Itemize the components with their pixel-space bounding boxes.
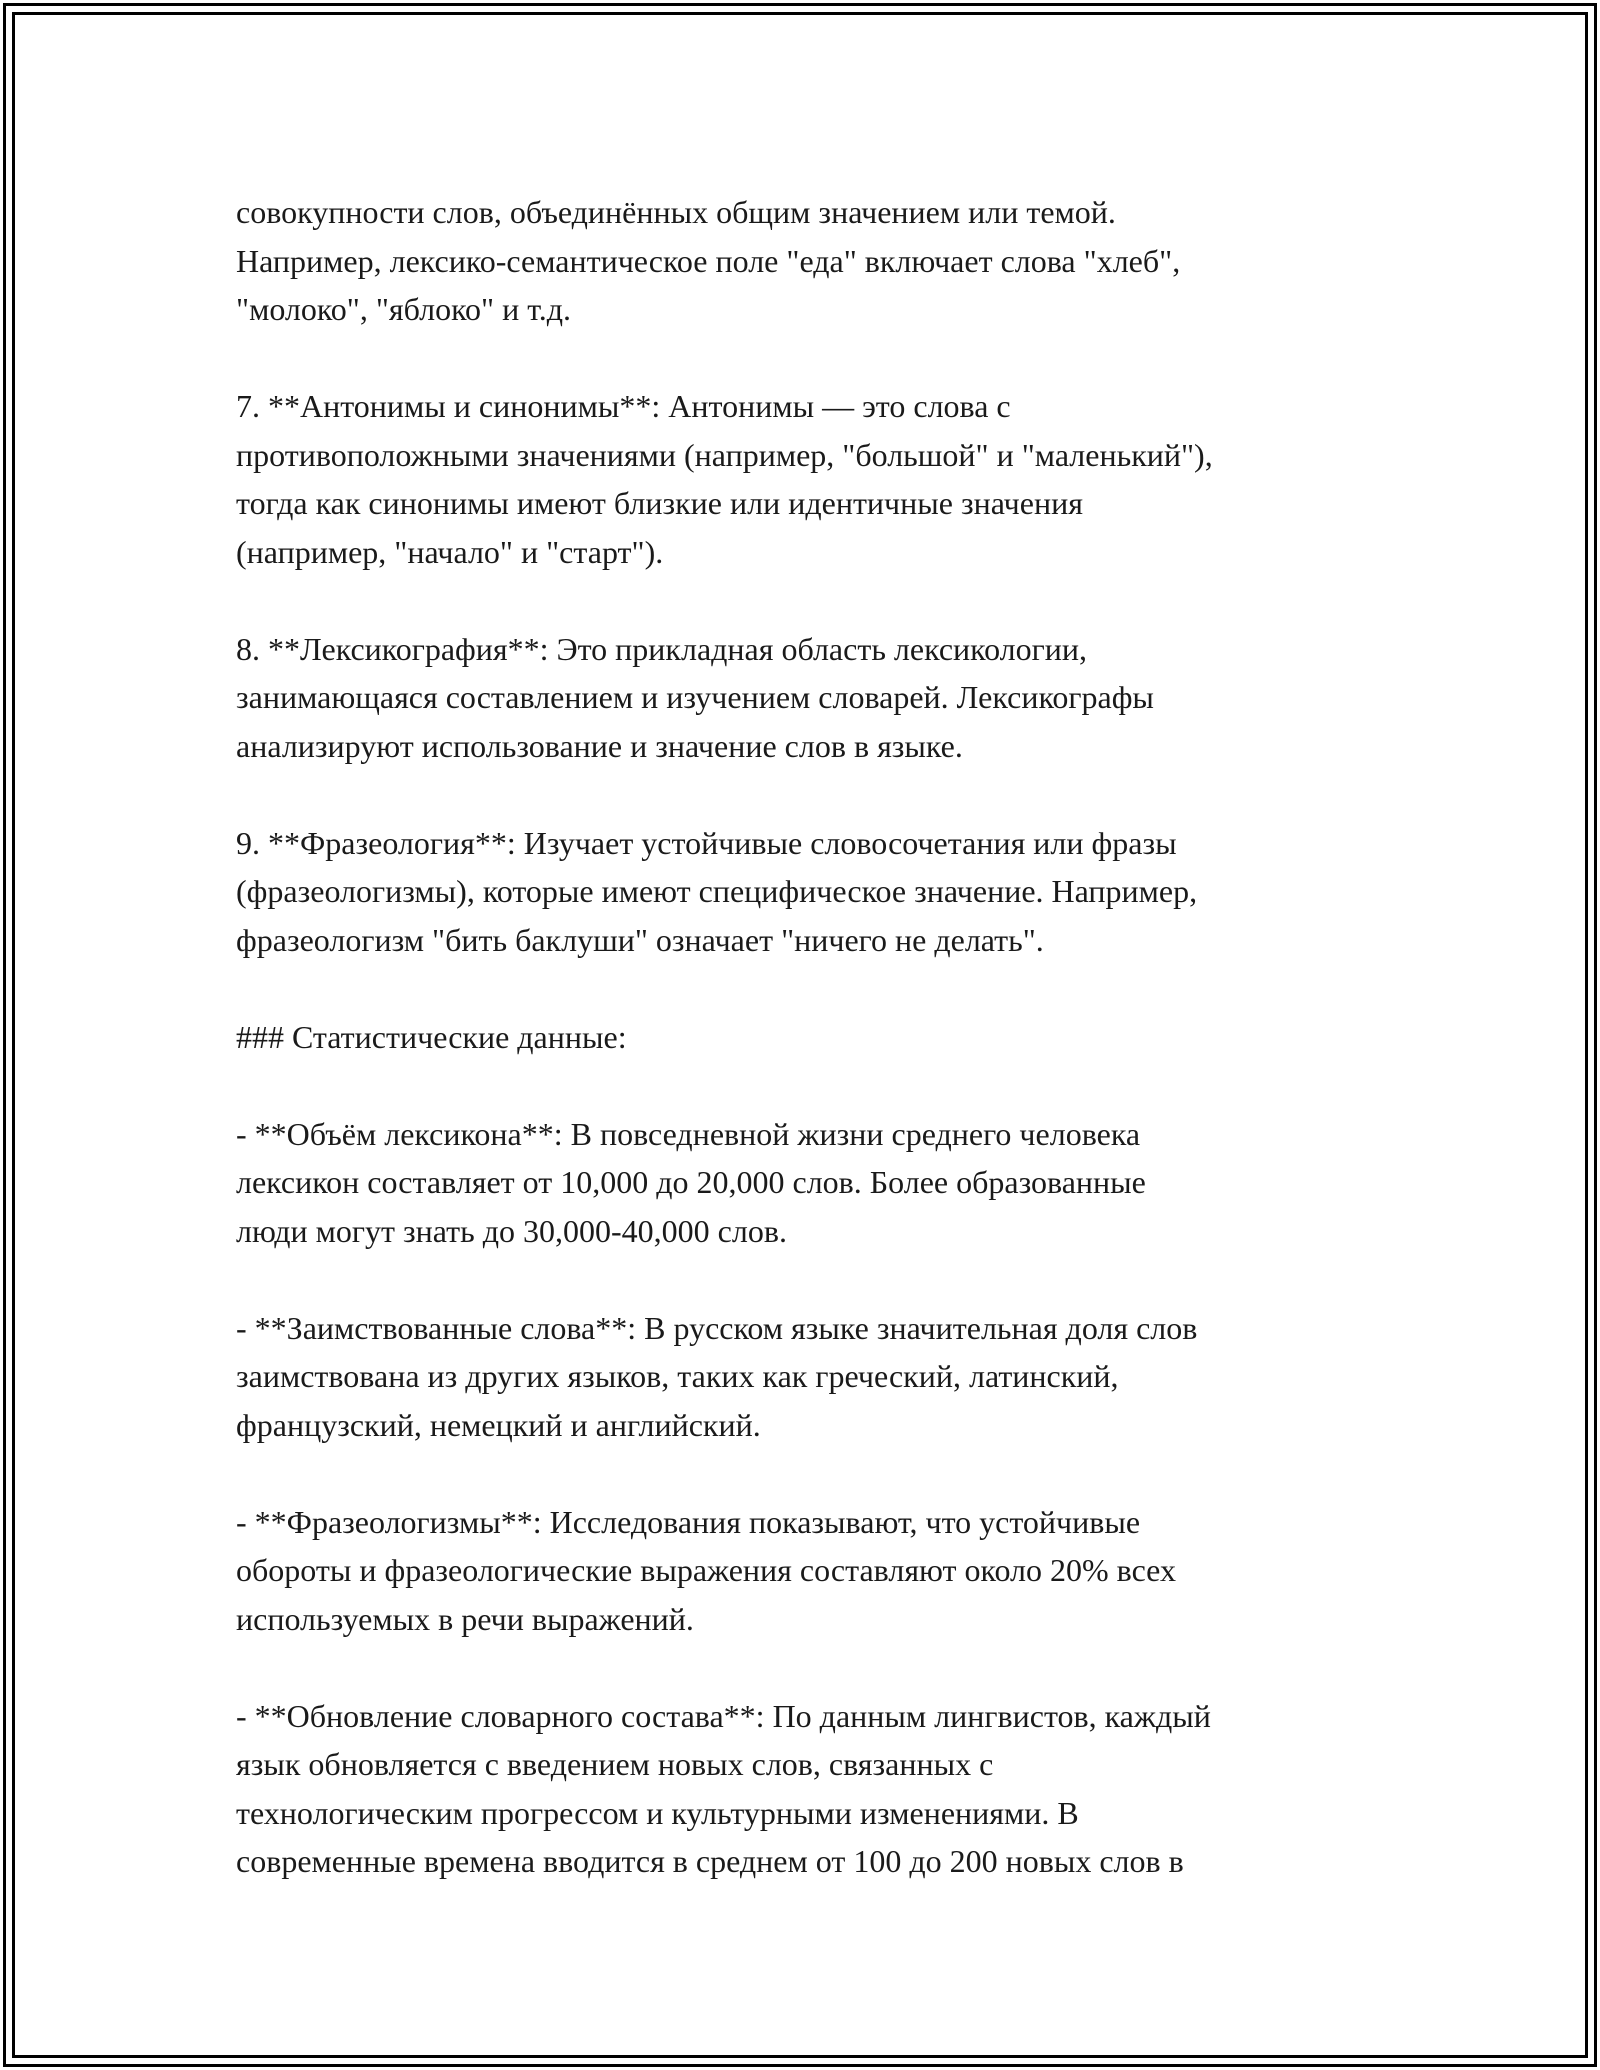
text-line: "молоко", "яблоко" и т.д. bbox=[236, 291, 572, 327]
paragraph-phraseology bbox=[236, 819, 1386, 965]
heading-line: ### Статистические данные: bbox=[236, 1018, 627, 1055]
paragraph-antonyms-synonyms bbox=[236, 382, 1386, 576]
paragraph-lexicography bbox=[236, 625, 1386, 771]
text-line: технологическим прогрессом и культурными изменениями. В bbox=[236, 1794, 1079, 1831]
bullet-vocabulary-update bbox=[236, 1692, 1386, 1886]
text-line: занимающаяся составлением и изучением словарей. Лексикографы bbox=[236, 679, 1154, 715]
bullet-phraseologisms bbox=[236, 1498, 1386, 1644]
text-line: совокупности слов, объединённых общим значением или темой. bbox=[236, 194, 1116, 230]
text-line: противоположными значениями (например, "большой" и "маленький"), bbox=[236, 436, 1213, 473]
section-heading-statistics bbox=[236, 1013, 1386, 1062]
text-line: анализируют использование и значение слов в языке. bbox=[236, 727, 963, 764]
text-line: - **Обновление словарного состава**: По данным лингвистов, каждый bbox=[236, 1697, 1211, 1734]
bullet-lexicon-volume bbox=[236, 1110, 1386, 1256]
text-line: французский, немецкий и английский. bbox=[236, 1406, 761, 1443]
text-line: 9. **Фразеология**: Изучает устойчивые словосочетания или фразы bbox=[236, 824, 1177, 861]
text-line: фразеологизм "бить баклуши" означает "ничего не делать". bbox=[236, 921, 1044, 958]
text-line: люди могут знать до 30,000-40,000 слов. bbox=[236, 1212, 787, 1249]
text-line: Например, лексико-семантическое поле "еда" включает слова "хлеб", bbox=[236, 242, 1181, 279]
text-line: тогда как синонимы имеют близкие или идентичные значения bbox=[236, 485, 1083, 521]
text-line: современные времена вводится в среднем от 100 до 200 новых слов в bbox=[236, 1843, 1184, 1879]
text-line: - **Объём лексикона**: В повседневной жизни среднего человека bbox=[236, 1115, 1141, 1152]
text-line: - **Фразеологизмы**: Исследования показывают, что устойчивые bbox=[236, 1503, 1141, 1540]
text-line: используемых в речи выражений. bbox=[236, 1600, 694, 1637]
document-body bbox=[236, 188, 1386, 1934]
bullet-borrowed-words bbox=[236, 1304, 1386, 1450]
text-line: 7. **Антонимы и синонимы**: Антонимы — это слова с bbox=[236, 388, 1011, 424]
text-line: (например, "начало" и "старт"). bbox=[236, 533, 664, 570]
text-line: лексикон составляет от 10,000 до 20,000 слов. Более образованные bbox=[236, 1164, 1146, 1200]
text-line: обороты и фразеологические выражения составляют около 20% всех bbox=[236, 1552, 1176, 1588]
text-line: заимствована из других языков, таких как греческий, латинский, bbox=[236, 1358, 1119, 1394]
text-line: язык обновляется с введением новых слов, связанных с bbox=[236, 1746, 994, 1782]
text-line: 8. **Лексикография**: Это прикладная область лексикологии, bbox=[236, 630, 1087, 667]
text-line: - **Заимствованные слова**: В русском языке значительная доля слов bbox=[236, 1309, 1198, 1346]
paragraph-lexical-field-continued bbox=[236, 188, 1386, 334]
text-line: (фразеологизмы), которые имеют специфическое значение. Например, bbox=[236, 873, 1198, 909]
